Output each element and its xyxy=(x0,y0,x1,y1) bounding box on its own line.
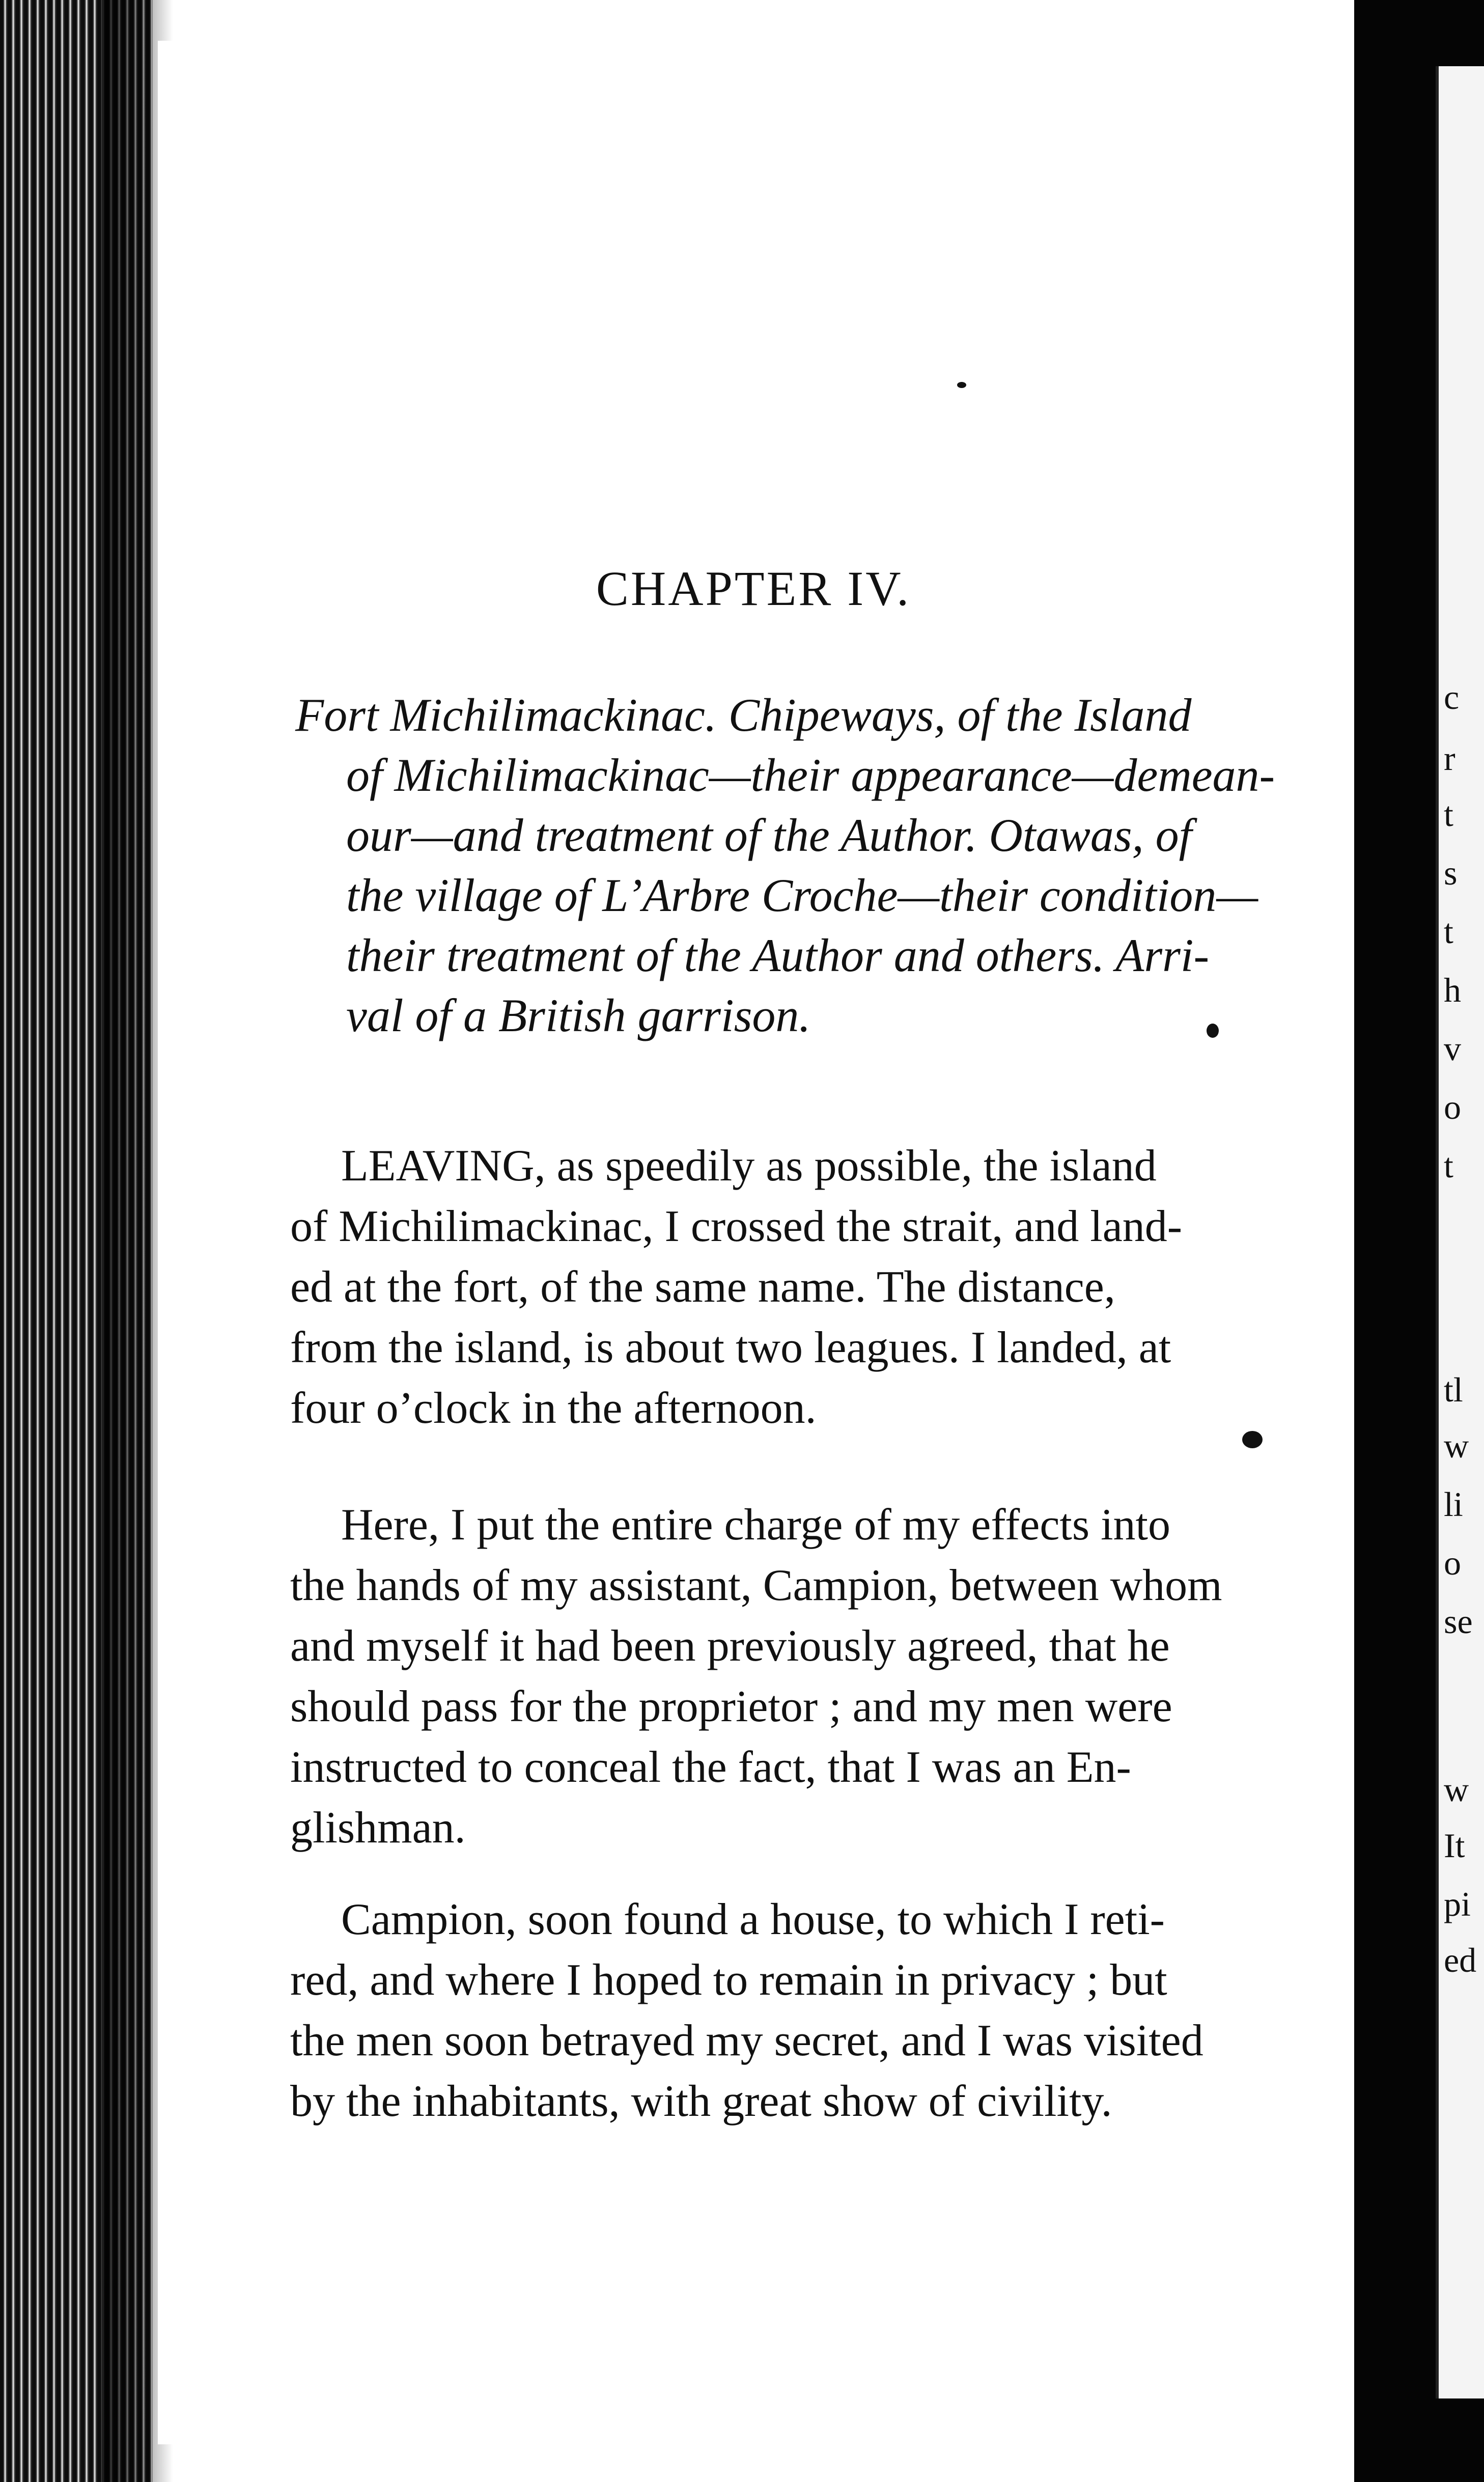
text-line: LEAVING, as speedily as possible, the island xyxy=(341,1141,1157,1191)
paragraph-3 xyxy=(290,1889,1329,2132)
text-line: the men soon betrayed my secret, and I was visited xyxy=(290,2016,1203,2065)
chapter-title: CHAPTER IV. xyxy=(596,561,911,616)
text-line: glishman. xyxy=(290,1803,466,1853)
facing-fragment: t xyxy=(1444,795,1453,834)
summary-line: val of a British garrison. xyxy=(346,989,811,1041)
facing-fragment: t xyxy=(1444,1146,1453,1185)
text-line: red, and where I hoped to remain in privacy ; but xyxy=(290,1955,1167,2005)
text-line: of Michilimackinac, I crossed the strait, and land- xyxy=(290,1202,1183,1251)
facing-fragment: w xyxy=(1444,1426,1469,1465)
facing-fragment: tl xyxy=(1444,1370,1463,1409)
facing-fragment: s xyxy=(1444,853,1458,892)
text-line: by the inhabitants, with great show of civility. xyxy=(290,2077,1112,2126)
text-line: Campion, soon found a house, to which I reti- xyxy=(341,1895,1165,1944)
facing-fragment: se xyxy=(1444,1602,1473,1641)
paragraph-1 xyxy=(290,1136,1329,1439)
paragraph-2 xyxy=(290,1495,1329,1858)
text-line: should pass for the proprietor ; and my men were xyxy=(290,1682,1172,1731)
summary-line: their treatment of the Author and others. Arri- xyxy=(346,929,1210,981)
facing-fragment: ed xyxy=(1444,1941,1477,1979)
facing-fragment: w xyxy=(1444,1770,1469,1809)
ink-speck xyxy=(957,382,966,388)
facing-fragment: li xyxy=(1444,1485,1463,1524)
summary-line: our—and treatment of the Author. Otawas, of xyxy=(346,809,1192,861)
text-line: four o’clock in the afternoon. xyxy=(290,1384,817,1433)
summary-line: the village of L’Arbre Croche—their condition— xyxy=(346,869,1258,921)
facing-fragment: v xyxy=(1444,1029,1461,1068)
summary-line: of Michilimackinac—their appearance—demean- xyxy=(346,749,1275,801)
text-line: from the island, is about two leagues. I landed, at xyxy=(290,1323,1171,1372)
text-line: Here, I put the entire charge of my effects into xyxy=(341,1500,1170,1550)
text-line: instructed to conceal the fact, that I was an En- xyxy=(290,1743,1131,1792)
facing-fragment: It xyxy=(1444,1826,1465,1865)
summary-line: Fort Michilimackinac. Chipeways, of the Island xyxy=(295,689,1192,741)
facing-fragment: r xyxy=(1444,739,1455,778)
facing-fragment: t xyxy=(1444,912,1453,951)
text-line: and myself it had been previously agreed, that he xyxy=(290,1621,1170,1671)
facing-fragment: h xyxy=(1444,971,1461,1009)
facing-fragment: o xyxy=(1444,1543,1461,1582)
facing-fragment: c xyxy=(1444,678,1460,716)
text-line: ed at the fort, of the same name. The distance, xyxy=(290,1262,1115,1312)
facing-fragment: pi xyxy=(1444,1885,1471,1923)
facing-fragment: o xyxy=(1444,1088,1461,1126)
book-page xyxy=(158,41,1349,2444)
text-line: the hands of my assistant, Campion, between whom xyxy=(290,1561,1222,1610)
chapter-summary xyxy=(295,685,1329,1045)
facing-page-strip xyxy=(1436,66,1484,2398)
